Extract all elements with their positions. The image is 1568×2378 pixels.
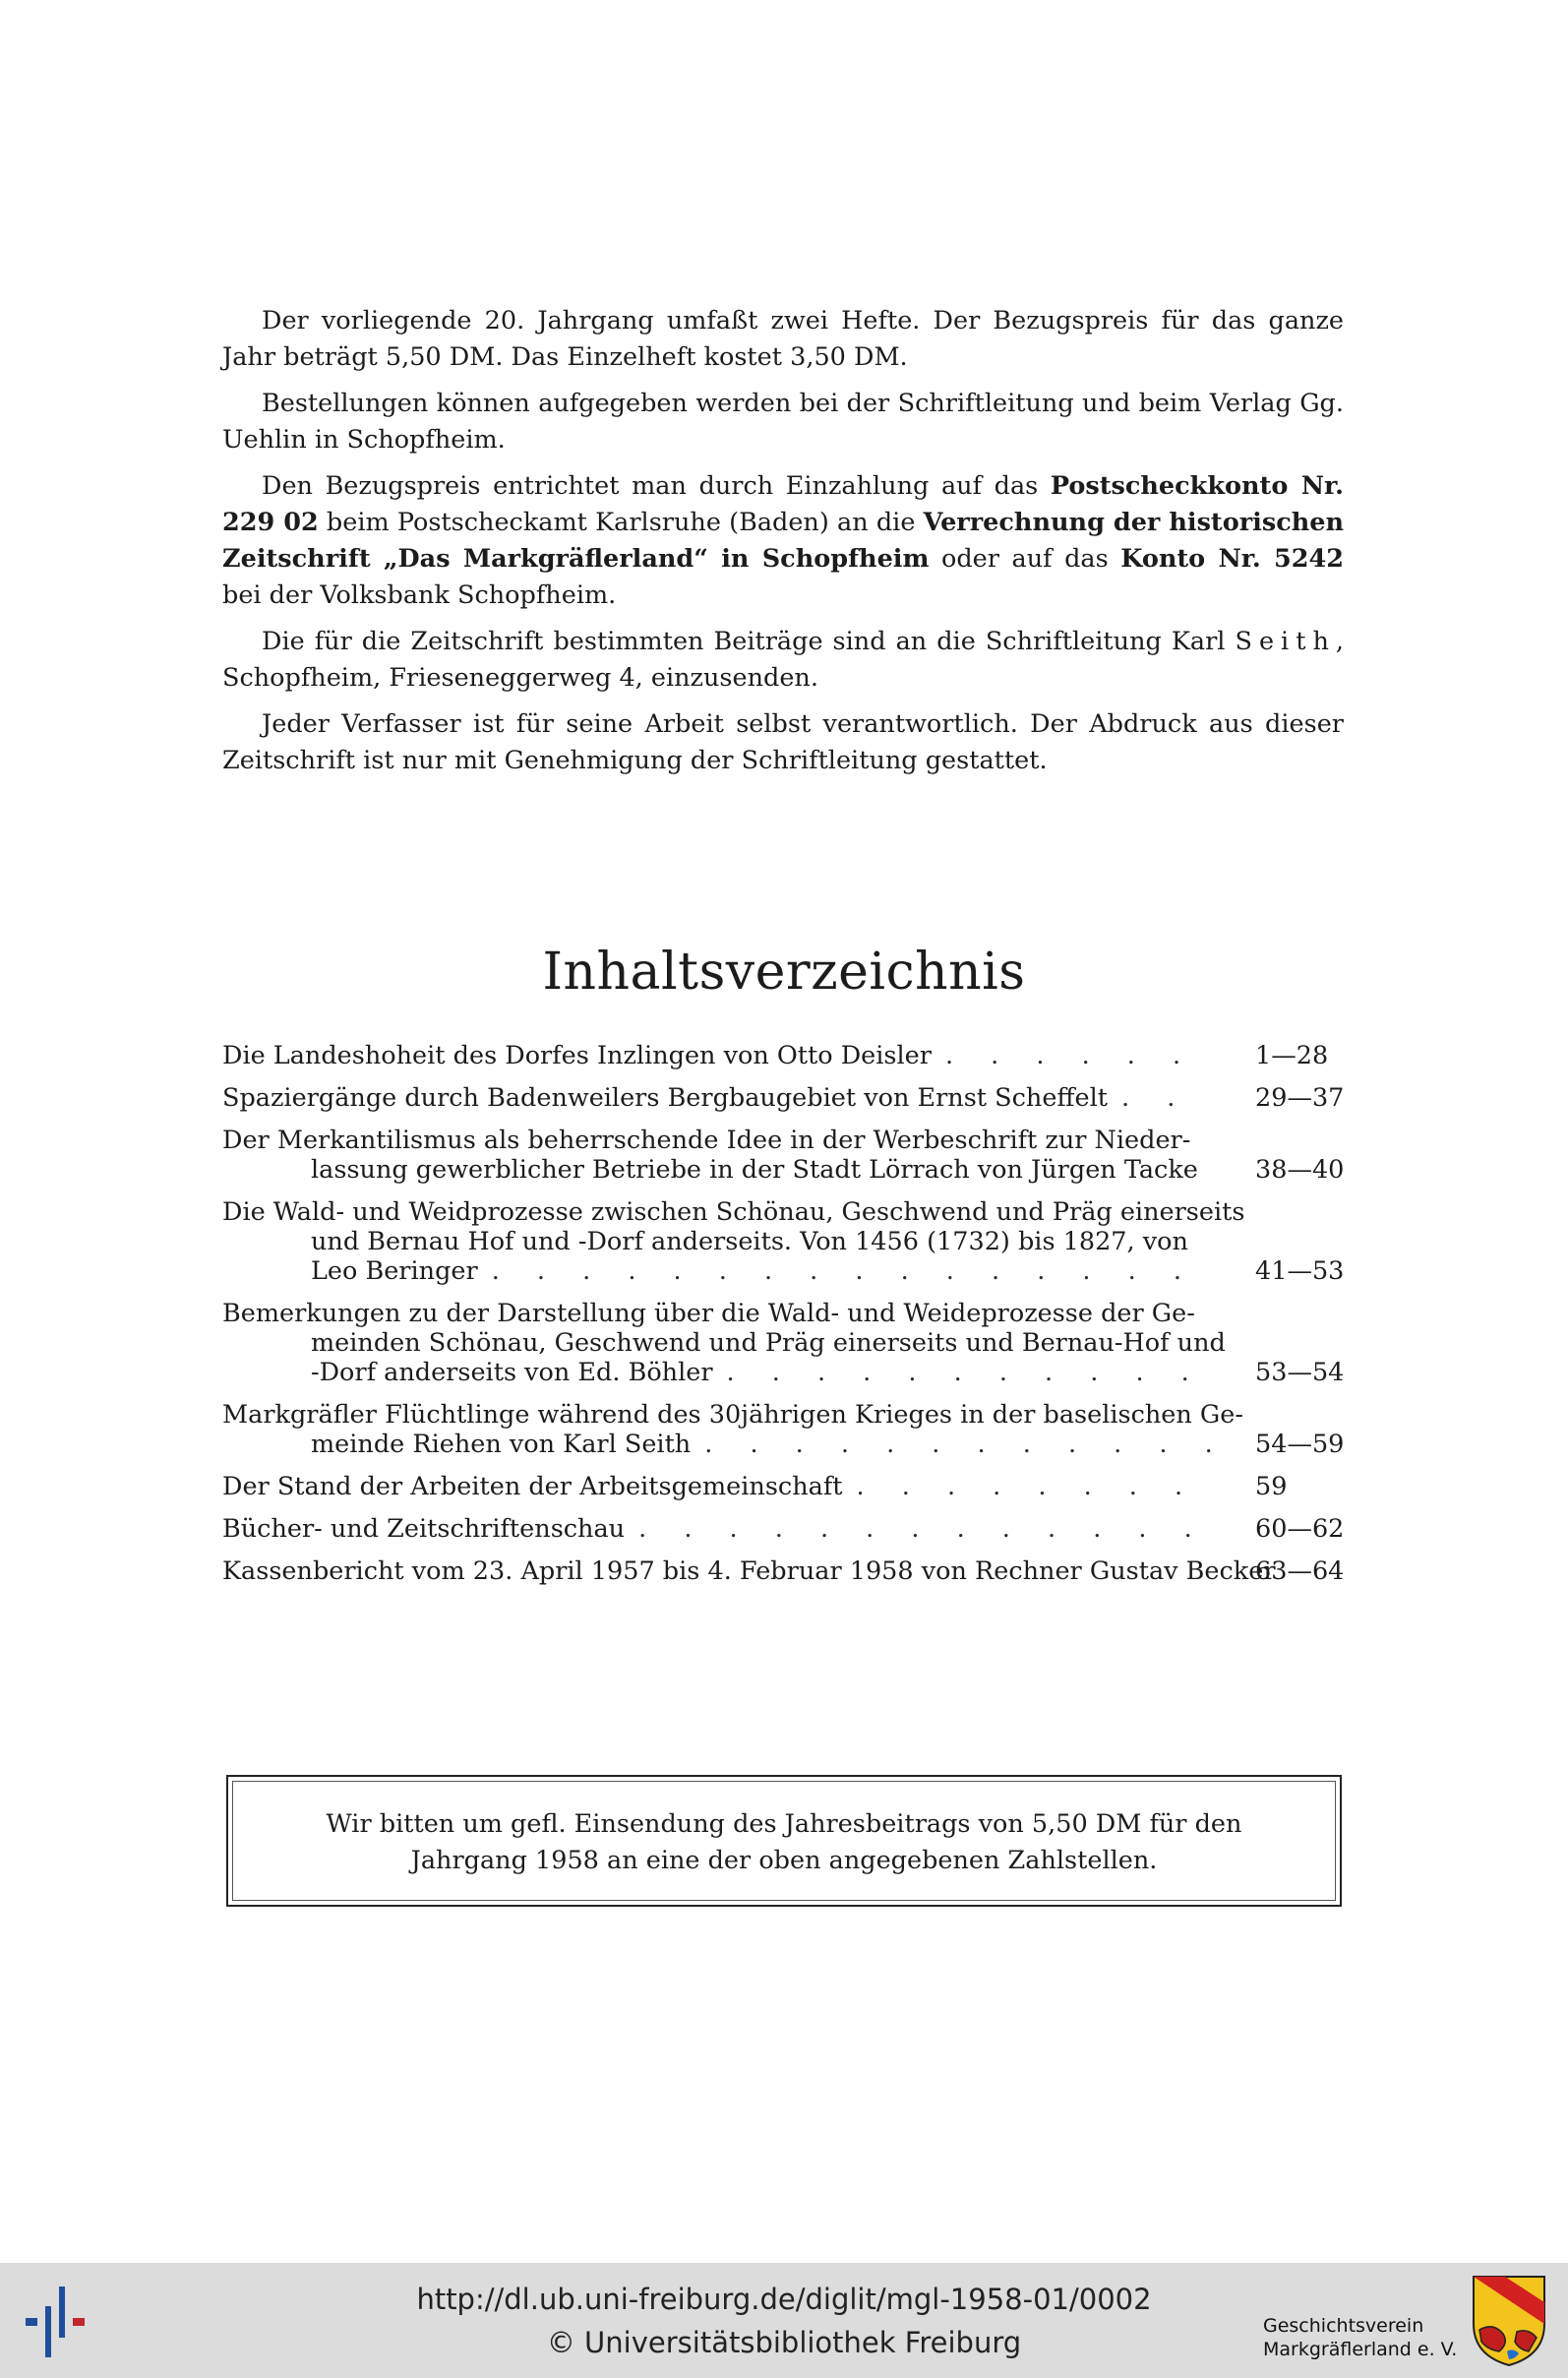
toc-entry <box>222 1041 1344 1070</box>
dot-leader <box>727 1358 1211 1387</box>
toc-entry-pages: 59 <box>1255 1472 1288 1501</box>
toc-entry-pages: 54—59 <box>1255 1430 1345 1459</box>
society-name <box>1263 2314 1457 2361</box>
intro-paragraph-3 <box>222 468 1344 614</box>
toc-entry-line <box>222 1197 1245 1227</box>
account-holder: Verrechnung der historischen Zeitschrift „Das Markgräflerland“ in Schopfheim <box>222 508 1345 574</box>
notice-line-2: Jahrgang 1958 an eine der oben angegebenen Zahlstellen. <box>410 1846 1158 1875</box>
text-run: bei der Volksbank Schopfheim. <box>222 580 617 610</box>
toc-entry-text: Bemerkungen zu der Darstellung über die Wald- und Weideprozesse der Ge- <box>222 1299 1195 1328</box>
dot-leader <box>945 1041 1211 1070</box>
toc-entry-line <box>222 1514 1211 1544</box>
toc-entry-text: Markgräfler Flüchtlinge während des 30jährigen Krieges in der baselischen Ge- <box>222 1400 1243 1430</box>
toc-entry-text: -Dorf anderseits von Ed. Böhler <box>311 1358 713 1387</box>
toc-entry-line <box>222 1358 1211 1387</box>
toc-entry-line <box>222 1556 1276 1586</box>
toc-entry-pages: 63—64 <box>1255 1556 1345 1586</box>
editor-name: Seith <box>1235 627 1336 656</box>
toc-entry-text: Die Landeshoheit des Dorfes Inzlingen von Otto Deisler <box>222 1041 932 1070</box>
toc-entry-pages: 29—37 <box>1255 1083 1345 1113</box>
toc-entry-text: Spaziergänge durch Badenweilers Bergbaugebiet von Ernst Scheffelt <box>222 1083 1109 1113</box>
toc-entry <box>222 1126 1344 1185</box>
coat-of-arms-icon <box>1470 2273 1548 2369</box>
toc-entry-pages: 53—54 <box>1255 1358 1345 1387</box>
toc-entry <box>222 1197 1344 1286</box>
postscheck-account: Postscheckkonto Nr. 229 02 <box>222 471 1344 537</box>
text-run: Den Bezugspreis entrichtet man durch Einzahlung auf das <box>262 471 1051 501</box>
bank-account: Konto Nr. 5242 <box>1120 544 1344 574</box>
toc-entry-line <box>222 1155 1211 1185</box>
society-line-1: Geschichtsverein <box>1263 2315 1424 2337</box>
toc-entry-text: Bücher- und Zeitschriftenschau <box>222 1514 626 1544</box>
toc-entry-line <box>222 1472 1211 1501</box>
notice-text <box>307 1806 1261 1879</box>
toc-entry-text: Der Merkantilismus als beherrschende Idee in der Werbeschrift zur Nieder- <box>222 1126 1191 1155</box>
toc-entry-line <box>222 1083 1211 1113</box>
toc-entry-line <box>222 1256 1211 1286</box>
source-url[interactable]: http://dl.ub.uni-freiburg.de/diglit/mgl-1958-01/0002 <box>416 2283 1152 2316</box>
notice-box <box>226 1775 1342 1907</box>
toc-entry-line <box>222 1400 1243 1430</box>
intro-paragraph-4 <box>222 624 1344 697</box>
dot-leader <box>704 1430 1211 1459</box>
dot-leader <box>857 1472 1211 1501</box>
toc-entry <box>222 1514 1344 1544</box>
intro-paragraph-2: Bestellungen können aufgegeben werden bei der Schriftleitung und beim Verlag Gg. Uehlin in Schopfheim. <box>222 389 1344 455</box>
toc-entry-text: Leo Beringer <box>311 1256 478 1286</box>
toc-entry-pages: 41—53 <box>1255 1256 1345 1286</box>
toc-entry-text: Kassenbericht vom 23. April 1957 bis 4. Februar 1958 von Rechner Gustav Becker <box>222 1556 1276 1586</box>
toc-entry-pages: 60—62 <box>1255 1514 1345 1544</box>
society-line-2: Markgräflerland e. V. <box>1263 2339 1458 2360</box>
toc-entry-line <box>222 1227 1211 1256</box>
toc-entry-line <box>222 1299 1211 1328</box>
toc-entry-pages: 1—28 <box>1255 1041 1329 1070</box>
table-of-contents <box>222 1041 1344 1599</box>
text-run: Die für die Zeitschrift bestimmten Beiträge sind an die Schriftleitung Karl <box>262 627 1236 656</box>
notice-line-1: Wir bitten um gefl. Einsendung des Jahresbeitrags von 5,50 DM für den <box>326 1809 1242 1839</box>
text-run: oder auf das <box>929 544 1121 574</box>
dot-leader <box>492 1256 1211 1286</box>
toc-entry-text: meinden Schönau, Geschwend und Präg einerseits und Bernau-Hof und <box>311 1328 1226 1358</box>
toc-entry <box>222 1400 1344 1459</box>
toc-title: Inhaltsverzeichnis <box>542 943 1026 1002</box>
intro-paragraph-1: Der vorliegende 20. Jahrgang umfaßt zwei Hefte. Der Bezugspreis für das ganze Jahr beträgt 5,50 DM. Das Einzelheft kostet 3,50 DM. <box>222 306 1344 372</box>
dot-leader <box>638 1514 1211 1544</box>
dot-leader <box>1121 1083 1211 1113</box>
toc-entry <box>222 1083 1344 1113</box>
toc-entry <box>222 1556 1344 1586</box>
intro-paragraph-5: Jeder Verfasser ist für seine Arbeit selbst verantwortlich. Der Abdruck aus dieser Zeitschrift ist nur mit Genehmigung der Schriftleitung gestattet. <box>222 709 1344 775</box>
text-run: , Schopfheim, Frieseneggerweg 4, einzusenden. <box>222 627 1344 693</box>
toc-entry-text: und Bernau Hof und -Dorf anderseits. Von 1456 (1732) bis 1827, von <box>311 1227 1188 1256</box>
toc-entry-line <box>222 1430 1211 1459</box>
subscription-info <box>222 303 1344 789</box>
toc-entry-line <box>222 1126 1211 1155</box>
toc-entry-line <box>222 1328 1226 1358</box>
toc-entry-text: meinde Riehen von Karl Seith <box>311 1430 692 1459</box>
toc-entry <box>222 1299 1344 1387</box>
text-run: beim Postscheckamt Karlsruhe (Baden) an die <box>318 508 924 537</box>
toc-entry <box>222 1472 1344 1501</box>
toc-entry-line <box>222 1041 1211 1070</box>
toc-entry-text: lassung gewerblicher Betriebe in der Stadt Lörrach von Jürgen Tacke <box>311 1155 1198 1185</box>
toc-entry-text: Die Wald- und Weidprozesse zwischen Schönau, Geschwend und Präg einerseits <box>222 1197 1245 1227</box>
footer-bar <box>0 2263 1568 2378</box>
toc-entry-pages: 38—40 <box>1255 1155 1345 1185</box>
toc-entry-text: Der Stand der Arbeiten der Arbeitsgemeinschaft <box>222 1472 843 1501</box>
copyright-notice: © Universitätsbibliothek Freiburg <box>546 2326 1022 2359</box>
